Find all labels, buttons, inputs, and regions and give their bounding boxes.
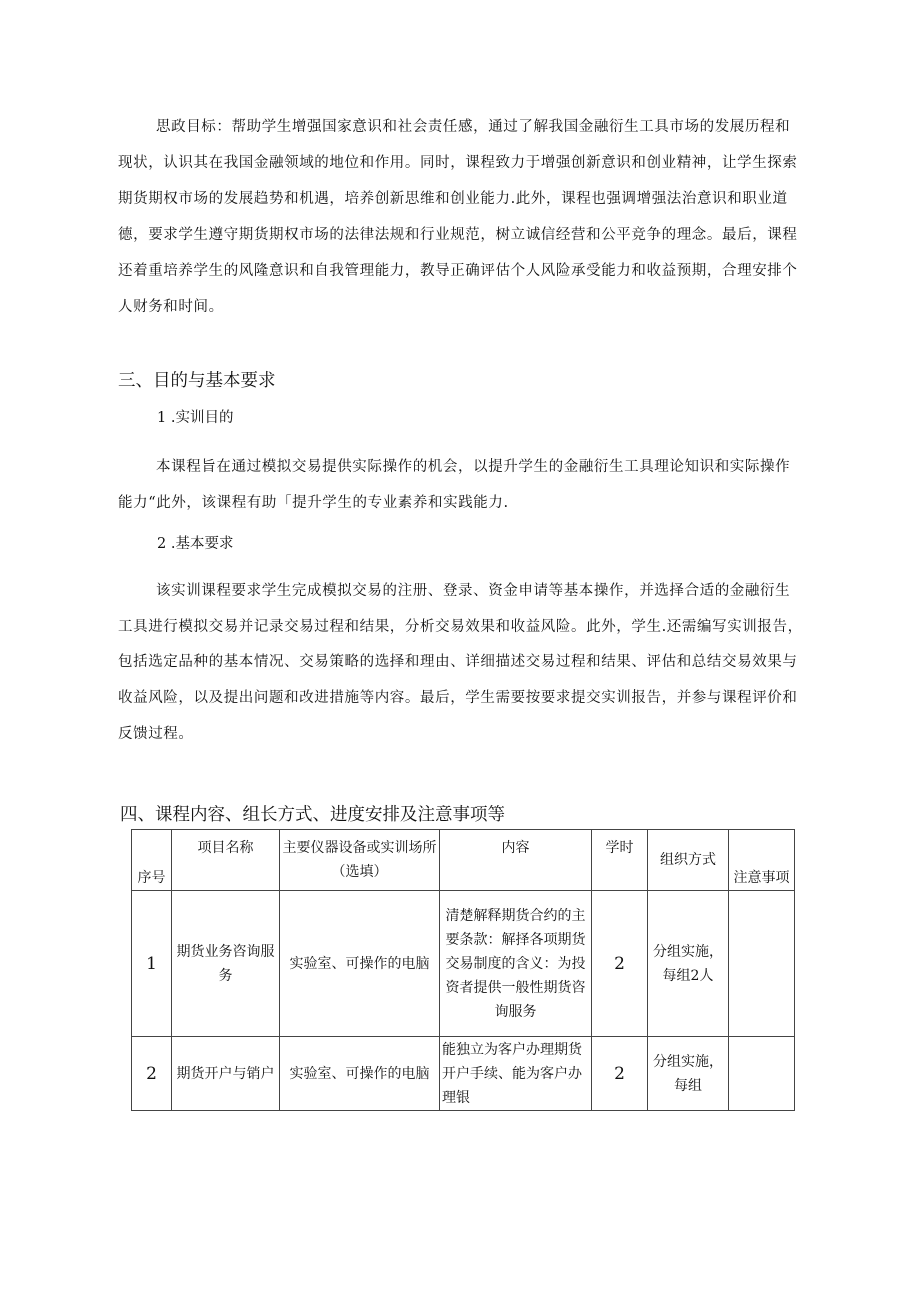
subheading: 2 .基本要求: [157, 536, 234, 552]
text-line: 反馈过程。: [118, 726, 194, 742]
subheading: 1 .实训目的: [157, 410, 234, 426]
header-cell: 内容: [440, 830, 592, 891]
header-cell: 学时: [592, 830, 648, 891]
cell-hours: 2: [592, 891, 648, 1037]
cell-no: 1: [132, 891, 172, 1037]
cell-content: 能独立为客户办理期货开户手续、能为客户办理银: [440, 1037, 592, 1111]
text-line: 还着重培养学生的风隆意识和自我管理能力，教导正确评估个人风险承受能力和收益预期，合理安排个: [118, 263, 798, 279]
cell-equipment: 实验室、可操作的电脑: [280, 1037, 440, 1111]
text-line: 本课程旨在通过模拟交易提供实际操作的机会，以提升学生的金融衍生工具理论知识和实际操作: [156, 459, 791, 475]
cell-org: 分组实施，每组: [648, 1037, 729, 1111]
text-line: 工具进行模拟交易并记录交易过程和结果，分析交易效果和收益风险。此外，学生.还需编写实训报告，: [118, 619, 803, 635]
text-line: 期货期权市场的发展趋势和机遇，培养创新思维和创业能力.此外，课程也强调增强法治意识和职业道: [118, 191, 788, 207]
table-row: [132, 891, 795, 1037]
cell-equipment: 实验室、可操作的电脑: [280, 891, 440, 1037]
text-line: 包括选定品种的基本情况、交易策略的选择和理由、详细描述交易过程和结果、评估和总结交易效果与: [118, 654, 798, 670]
course-table: [131, 829, 795, 1111]
text-line: 能力“此外，该课程有助「提升学生的专业素养和实践能力.: [118, 495, 509, 511]
text-line: 人财务和时间。: [118, 299, 224, 315]
text-line: 收益风险，以及提出问题和改进措施等内容。最后，学生需要按要求提交实训报告，并参与课程评价和: [118, 690, 798, 706]
text-line: 该实训课程要求学生完成模拟交易的注册、登录、资金申请等基本操作，并选择合适的金融衍生: [156, 583, 791, 599]
header-cell: 序号: [132, 830, 172, 891]
text-line: 思政目标：帮助学生增强国家意识和社会责任感，通过了解我国金融衍生工具市场的发展历程和: [156, 119, 791, 135]
header-cell: 组织方式: [648, 830, 729, 891]
cell-content: 清楚解释期货合约的主要条款：解择各项期货交易制度的含义：为投资者提供一般性期货咨询服务: [440, 891, 592, 1037]
section-heading: 四、课程内容、组长方式、进度安排及注意事项等: [120, 805, 505, 825]
header-cell: 主要仪器设备或实训场所（选填）: [280, 830, 440, 891]
header-cell: 项目名称: [172, 830, 280, 891]
text-line: 现状，认识其在我国金融领域的地位和作用。同时，课程致力于增强创新意识和创业精神，让学生探索: [118, 155, 798, 171]
table-header-row: [132, 830, 795, 891]
header-cell: 注意事项: [729, 830, 795, 891]
cell-hours: 2: [592, 1037, 648, 1111]
cell-notes: [729, 1037, 795, 1111]
section-heading: 三、目的与基本要求: [118, 371, 276, 391]
text-line: 德，要求学生遵守期货期权市场的法律法规和行业规范，树立诚信经营和公平竞争的理念。最后，课程: [118, 227, 798, 243]
cell-name: 期货开户与销户: [172, 1037, 280, 1111]
table-row: [132, 1037, 795, 1111]
cell-org: 分组实施，每组2人: [648, 891, 729, 1037]
cell-name: 期货业务咨询服务: [172, 891, 280, 1037]
cell-no: 2: [132, 1037, 172, 1111]
cell-notes: [729, 891, 795, 1037]
